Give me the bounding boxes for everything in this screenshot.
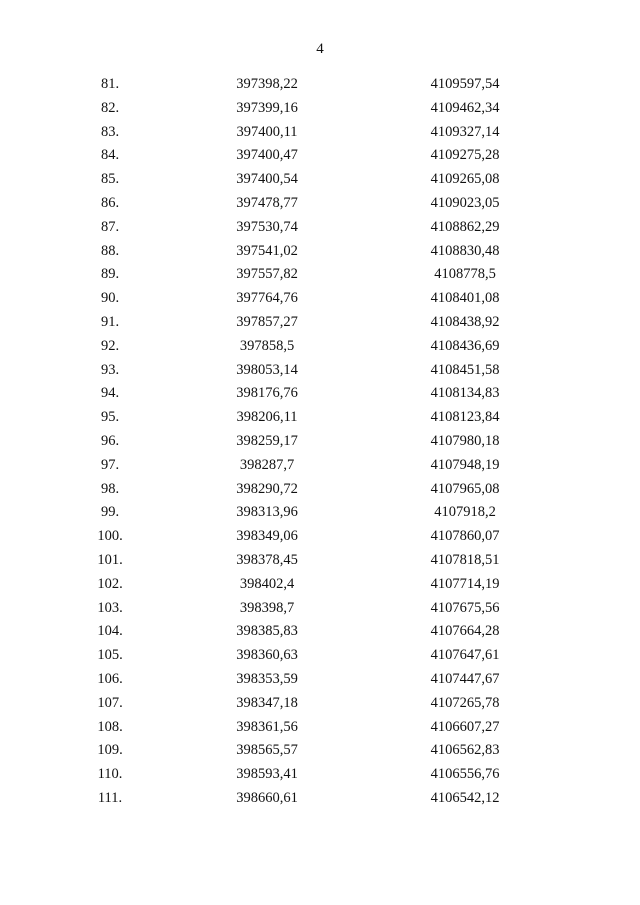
point-number: 84.: [100, 147, 120, 164]
point-number: 107.: [97, 694, 123, 711]
point-number: 104.: [97, 623, 123, 640]
table-row: [0, 121, 640, 145]
coordinate-y: 4107647,61: [430, 647, 500, 664]
point-number: 103.: [97, 599, 123, 616]
coordinate-y: 4109462,34: [430, 99, 500, 116]
table-row: [0, 144, 640, 168]
coordinate-y: 4106542,12: [430, 789, 500, 806]
coordinate-x: 398565,57: [236, 742, 298, 759]
table-row: [0, 739, 640, 763]
coordinate-y: 4107860,07: [430, 528, 500, 545]
table-row: [0, 549, 640, 573]
coordinate-x: 398290,72: [236, 480, 298, 497]
coordinate-y: 4107965,08: [430, 480, 500, 497]
point-number: 92.: [100, 337, 120, 354]
table-row: [0, 644, 640, 668]
table-row: [0, 73, 640, 97]
table-row: [0, 287, 640, 311]
table-row: [0, 359, 640, 383]
coordinate-y: 4107918,2: [434, 504, 496, 521]
table-row: [0, 192, 640, 216]
coordinate-y: 4109275,28: [430, 147, 500, 164]
coordinate-x: 398287,7: [239, 456, 295, 473]
table-row: [0, 311, 640, 335]
table-row: [0, 335, 640, 359]
table-row: [0, 501, 640, 525]
table-row: [0, 454, 640, 478]
coordinate-y: 4108830,48: [430, 242, 500, 259]
coordinate-y: 4108438,92: [430, 313, 500, 330]
table-row: [0, 216, 640, 240]
table-row: [0, 692, 640, 716]
point-number: 86.: [100, 194, 120, 211]
point-number: 90.: [100, 290, 120, 307]
point-number: 82.: [100, 99, 120, 116]
coordinate-x: 397400,47: [236, 147, 298, 164]
point-number: 111.: [97, 789, 123, 806]
table-row: [0, 573, 640, 597]
table-row: [0, 787, 640, 811]
point-number: 106.: [97, 670, 123, 687]
coordinate-x: 397858,5: [239, 337, 295, 354]
coordinate-y: 4106556,76: [430, 766, 500, 783]
coordinate-y: 4107447,67: [430, 670, 500, 687]
coordinate-y: 4109265,08: [430, 171, 500, 188]
point-number: 95.: [100, 409, 120, 426]
coordinate-y: 4106607,27: [430, 718, 500, 735]
point-number: 105.: [97, 647, 123, 664]
point-number: 94.: [100, 385, 120, 402]
coordinate-x: 398349,06: [236, 528, 298, 545]
coordinate-x: 398402,4: [239, 575, 295, 592]
coordinate-x: 398385,83: [236, 623, 298, 640]
coordinate-x: 397398,22: [236, 76, 298, 92]
coordinates-table: [0, 73, 640, 811]
coordinate-x: 397764,76: [236, 290, 298, 307]
coordinate-y: 4107818,51: [430, 551, 500, 568]
coordinate-x: 398206,11: [236, 409, 298, 426]
coordinate-y: 4108778,5: [434, 266, 496, 283]
coordinate-x: 398378,45: [236, 551, 298, 568]
coordinate-y: 4107948,19: [430, 456, 500, 473]
table-row: [0, 240, 640, 264]
point-number: 96.: [100, 432, 120, 449]
point-number: 87.: [100, 218, 120, 235]
table-row: [0, 668, 640, 692]
point-number: 101.: [97, 551, 123, 568]
coordinate-x: 398259,17: [236, 432, 298, 449]
point-number: 110.: [97, 766, 123, 783]
table-row: [0, 382, 640, 406]
table-row: [0, 168, 640, 192]
point-number: 98.: [100, 480, 120, 497]
coordinate-x: 398360,63: [236, 647, 298, 664]
coordinate-y: 4108123,84: [430, 409, 500, 426]
point-number: 102.: [97, 575, 123, 592]
table-row: [0, 620, 640, 644]
coordinate-y: 4108134,83: [430, 385, 500, 402]
point-number: 100.: [97, 528, 123, 545]
point-number: 81.: [100, 76, 120, 92]
point-number: 108.: [97, 718, 123, 735]
table-row: [0, 406, 640, 430]
coordinate-x: 398398,7: [239, 599, 295, 616]
coordinate-y: 4109597,54: [430, 76, 500, 92]
point-number: 91.: [100, 313, 120, 330]
coordinate-x: 397400,54: [236, 171, 298, 188]
table-row: [0, 430, 640, 454]
point-number: 88.: [100, 242, 120, 259]
coordinate-y: 4109327,14: [430, 123, 500, 140]
table-row: [0, 263, 640, 287]
coordinate-y: 4107714,19: [430, 575, 500, 592]
coordinate-x: 398176,76: [236, 385, 298, 402]
coordinate-x: 398593,41: [236, 766, 298, 783]
table-row: [0, 763, 640, 787]
coordinate-y: 4107265,78: [430, 694, 500, 711]
coordinate-y: 4109023,05: [430, 194, 500, 211]
point-number: 109.: [97, 742, 123, 759]
coordinate-y: 4106562,83: [430, 742, 500, 759]
coordinate-y: 4107664,28: [430, 623, 500, 640]
coordinate-x: 397557,82: [236, 266, 298, 283]
point-number: 89.: [100, 266, 120, 283]
coordinate-x: 398660,61: [236, 789, 298, 806]
coordinate-y: 4107675,56: [430, 599, 500, 616]
table-row: [0, 525, 640, 549]
coordinate-x: 398361,56: [236, 718, 298, 735]
point-number: 93.: [100, 361, 120, 378]
coordinate-y: 4107980,18: [430, 432, 500, 449]
coordinate-x: 398053,14: [236, 361, 298, 378]
coordinate-y: 4108862,29: [430, 218, 500, 235]
coordinate-x: 398353,59: [236, 670, 298, 687]
point-number: 97.: [100, 456, 120, 473]
coordinate-x: 397478,77: [236, 194, 298, 211]
page-number: 4: [316, 41, 324, 57]
coordinate-x: 397541,02: [236, 242, 298, 259]
coordinate-y: 4108451,58: [430, 361, 500, 378]
coordinate-x: 398313,96: [236, 504, 298, 521]
coordinate-y: 4108436,69: [430, 337, 500, 354]
table-row: [0, 97, 640, 121]
table-row: [0, 597, 640, 621]
coordinate-x: 397400,11: [236, 123, 298, 140]
coordinate-x: 398347,18: [236, 694, 298, 711]
coordinate-x: 397399,16: [236, 99, 298, 116]
point-number: 83.: [100, 123, 120, 140]
coordinate-y: 4108401,08: [430, 290, 500, 307]
coordinate-x: 397857,27: [236, 313, 298, 330]
point-number: 99.: [100, 504, 120, 521]
coordinate-x: 397530,74: [236, 218, 298, 235]
table-row: [0, 716, 640, 740]
point-number: 85.: [100, 171, 120, 188]
table-row: [0, 478, 640, 502]
